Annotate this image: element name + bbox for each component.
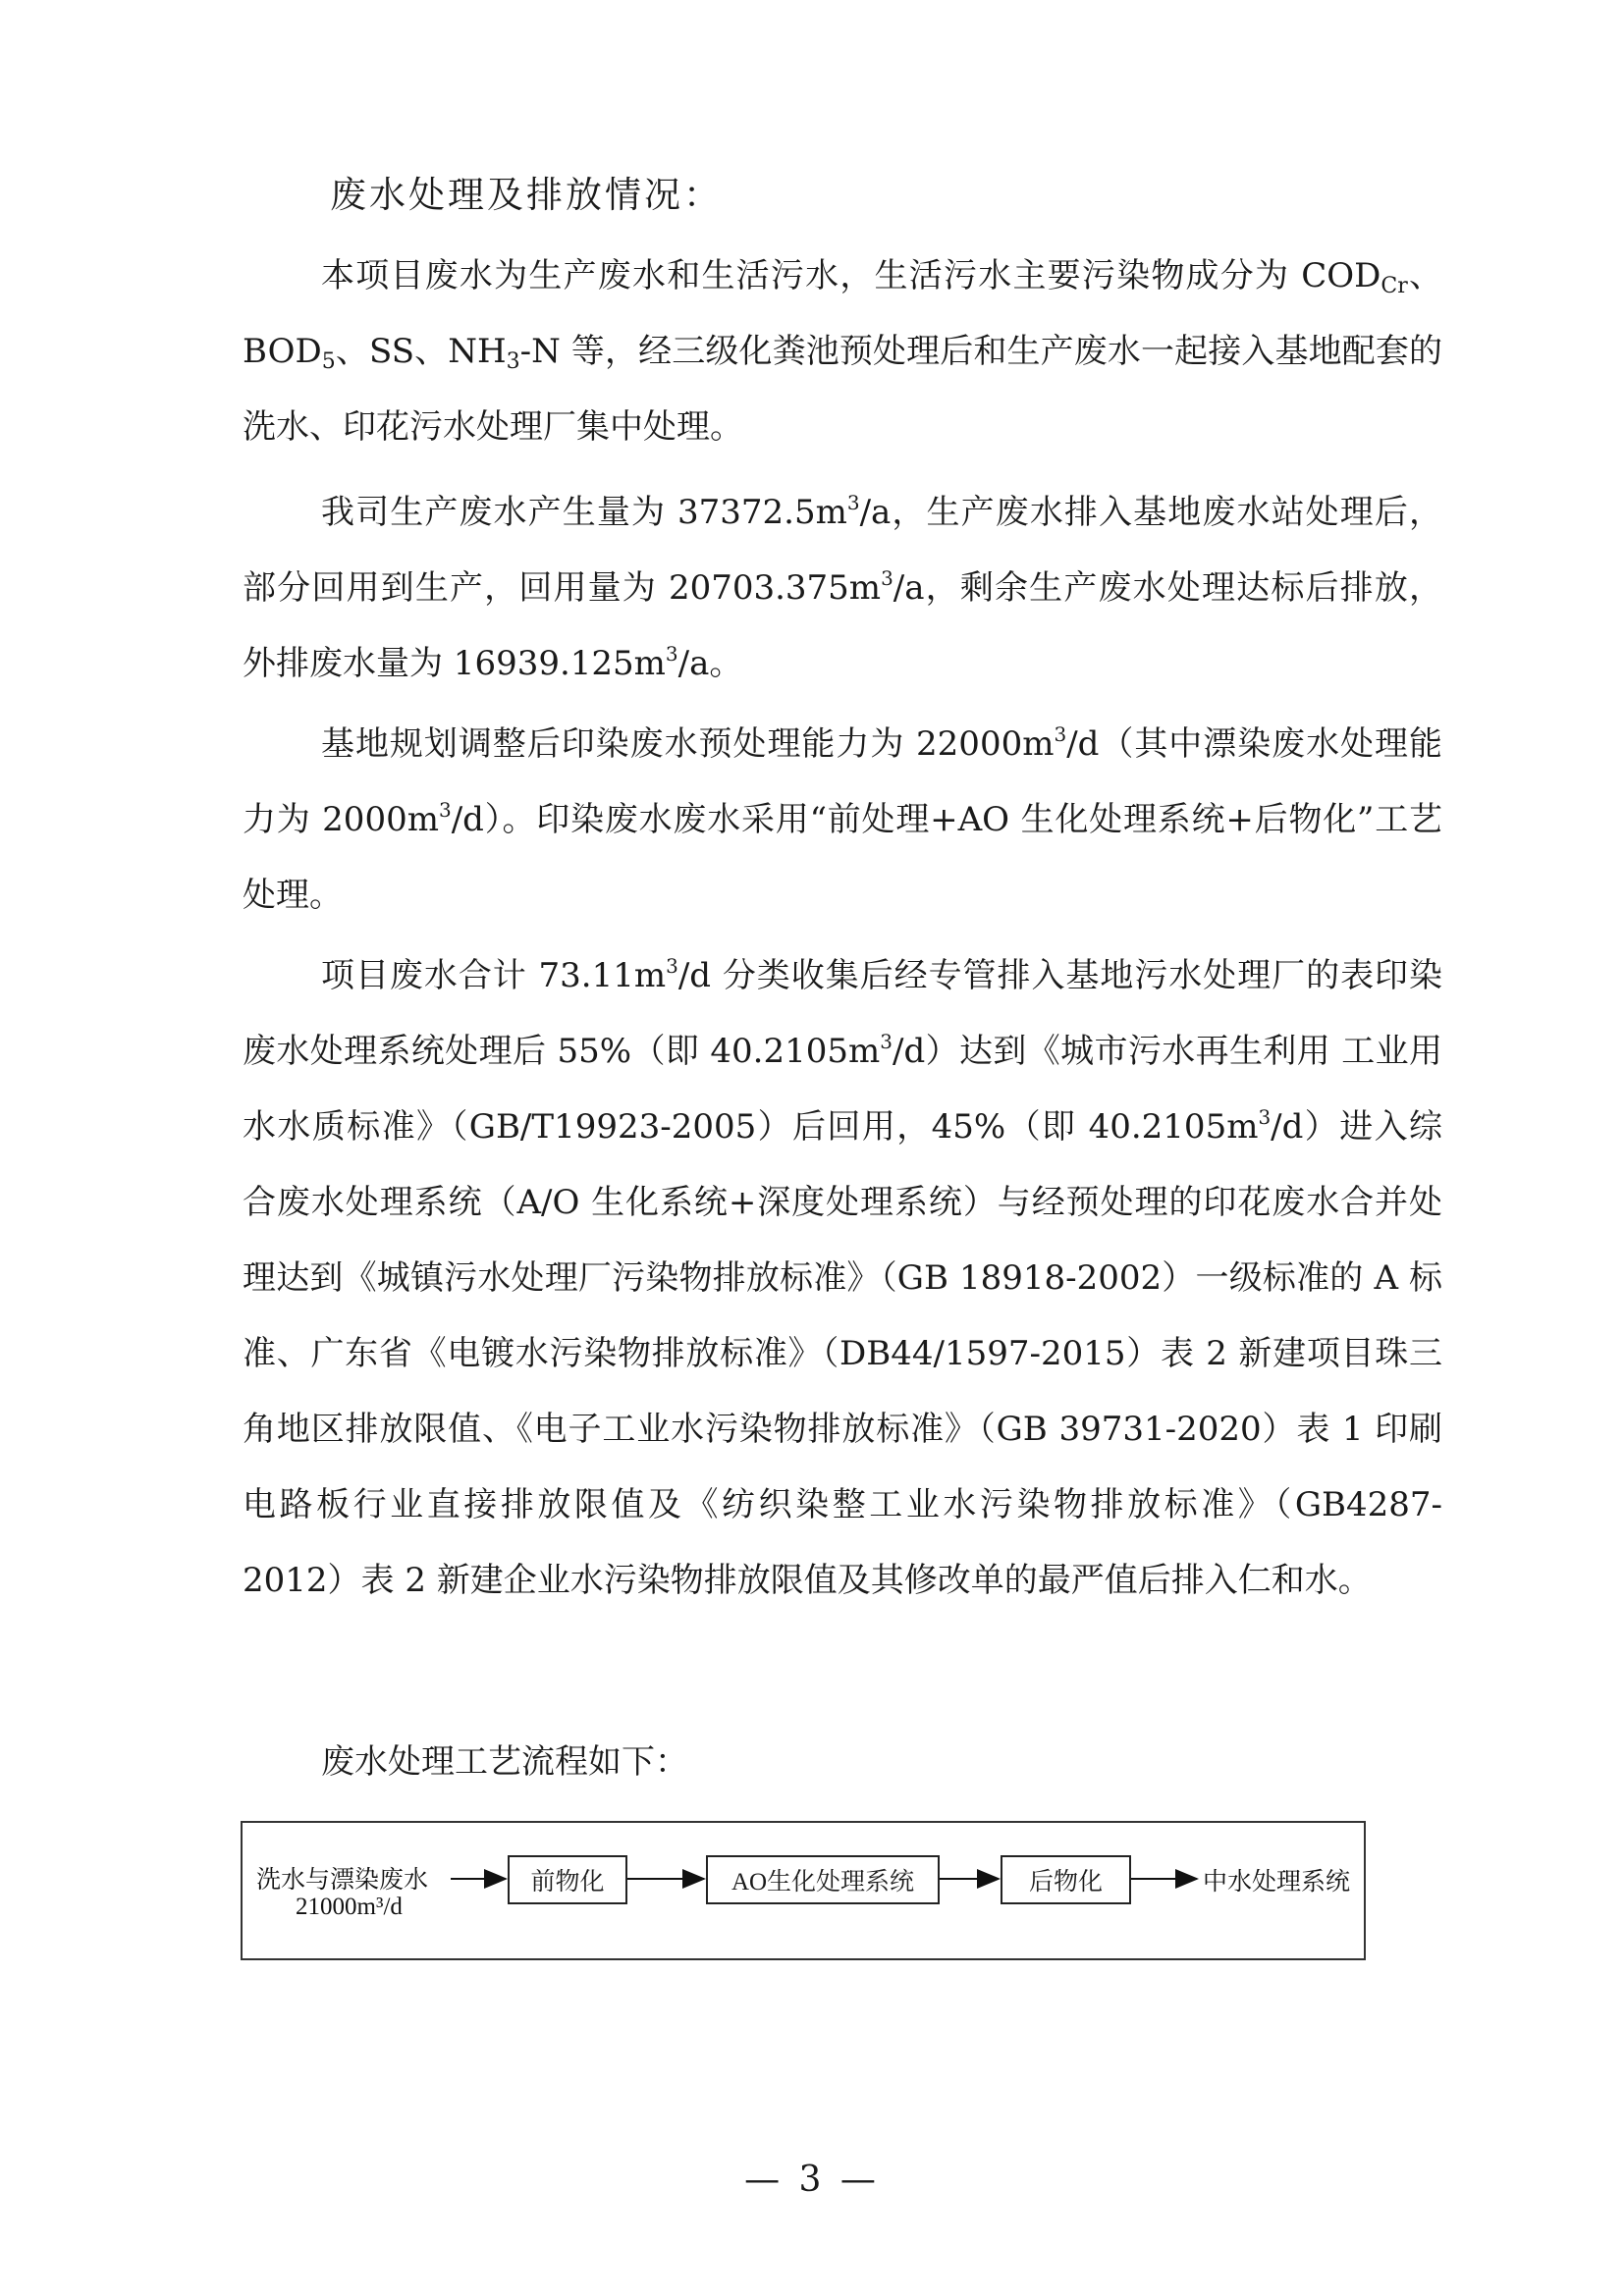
flow-caption: 废水处理工艺流程如下： bbox=[321, 1742, 688, 1782]
p3-text-c: /d）。印染废水废水采用“前处理+AO 生化处理系统+后物化”工艺处理。 bbox=[243, 800, 1442, 915]
p2-sup-2: 3 bbox=[881, 566, 893, 590]
p1-sub-5: 5 bbox=[321, 349, 336, 374]
p2-text-c: /a，剩余生产废水处理达标后排放，外排废水量为 16939.125m bbox=[243, 568, 1442, 683]
flow-source-label: 洗水与漂染废水 bbox=[256, 1867, 429, 1894]
p2-sup-1: 3 bbox=[846, 491, 860, 514]
p4-sup-1: 3 bbox=[666, 954, 678, 978]
page-number: — 3 — bbox=[744, 2160, 880, 2200]
process-flow-diagram bbox=[241, 1821, 1366, 1960]
p4-text-a: 项目废水合计 73.11m bbox=[321, 956, 667, 995]
p2-text-d: /a。 bbox=[677, 644, 743, 683]
flow-end-label: 中水处理系统 bbox=[1203, 1869, 1351, 1896]
paragraph-base-capacity bbox=[243, 707, 1442, 934]
p1-text-b: 、BOD bbox=[243, 256, 1442, 371]
p4-sup-3: 3 bbox=[1258, 1105, 1272, 1129]
p1-sub-cr: Cr bbox=[1380, 274, 1408, 298]
paragraph-wastewater-sources bbox=[243, 239, 1442, 465]
p4-text-b: /d 分类收集后经专管排入基地污水处理厂的表印染废水处理系统处理后 55%（即 40.2105m bbox=[243, 956, 1442, 1071]
flow-source-volume: 21000m³/d bbox=[296, 1894, 403, 1920]
flow-box-post-physchem: 后物化 bbox=[1001, 1855, 1131, 1904]
flow-box-ao-system: AO生化处理系统 bbox=[706, 1855, 940, 1904]
p2-text-a: 我司生产废水产生量为 37372.5m bbox=[321, 493, 847, 532]
p1-text-d: -N 等，经三级化粪池预处理后和生产废水一起接入基地配套的洗水、印花污水处理厂集中处理。 bbox=[243, 332, 1443, 447]
p4-text-c: /d）达到《城市污水再生利用 工业用水水质标准》（GB/T19923-2005）后回用，45%（即 40.2105m bbox=[243, 1032, 1443, 1147]
p1-text-c: 、SS、NH bbox=[335, 332, 507, 371]
paragraph-production-wastewater bbox=[243, 475, 1442, 702]
paragraph-treatment-standards bbox=[243, 938, 1442, 1619]
p4-sup-2: 3 bbox=[880, 1030, 893, 1053]
section-heading: 废水处理及排放情况： bbox=[330, 174, 723, 216]
p3-sup-1: 3 bbox=[1054, 722, 1067, 746]
p1-sub-3: 3 bbox=[506, 349, 520, 374]
p3-sup-2: 3 bbox=[438, 798, 452, 822]
p3-text-a: 基地规划调整后印染废水预处理能力为 22000m bbox=[321, 724, 1055, 764]
p1-text-a: 本项目废水为生产废水和生活污水，生活污水主要污染物成分为 COD bbox=[321, 256, 1381, 295]
flow-box-pre-physchem: 前物化 bbox=[508, 1855, 627, 1904]
p2-sup-3: 3 bbox=[665, 642, 678, 666]
p4-text-d: /d）进入综合废水处理系统（A/O 生化系统+深度处理系统）与经预处理的印花废水合并处理达到《城镇污水处理厂污染物排放标准》（GB 18918-2002）一级标准的 A 标准、广东省《电镀水污染物排放标准》（DB44/1597-2015）表 2 新建项目珠三角地区排放限值、《电子工业水污染物排放标准》（GB 39731-2020）表 1 印刷电路板行业直接排放限值及《纺织染整工业水污染物排放标准》（GB4287-2012）表 2 新建企业水污染物排放限值及其修改单的最严值后排入仁和水。 bbox=[243, 1107, 1442, 1600]
p3-text-b: /d（其中漂染废水处理能力为 2000m bbox=[243, 724, 1442, 839]
p2-text-b: /a，生产废水排入基地废水站处理后，部分回用到生产，回用量为 20703.375m bbox=[243, 493, 1442, 608]
